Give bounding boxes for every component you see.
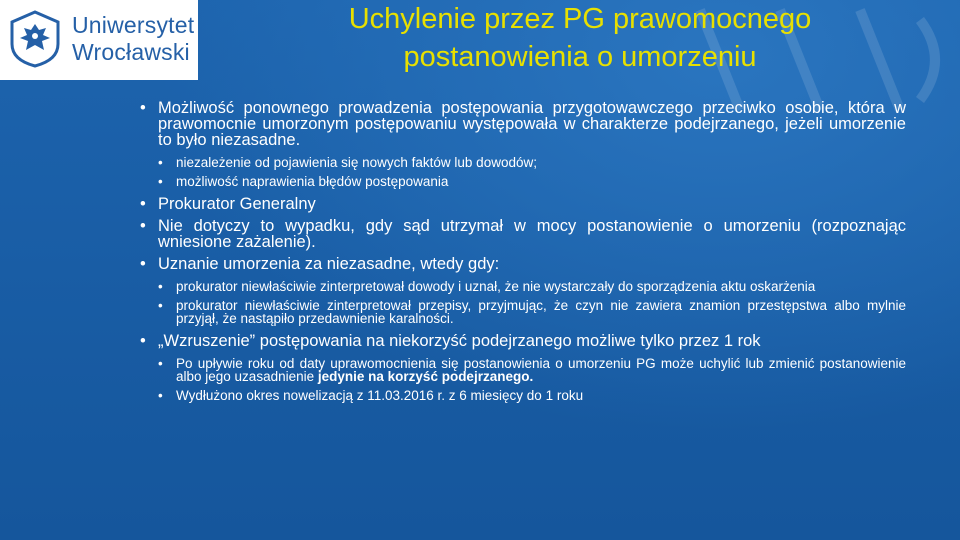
bullet-text: Nie dotyczy to wypadku, gdy sąd utrzymał w mocy postanowienie o umorzeniu (rozpoznając wniesione zażalenie). bbox=[158, 217, 906, 251]
bullet-text: Prokurator Generalny bbox=[158, 195, 316, 213]
title-line2: postanowienia o umorzeniu bbox=[403, 41, 757, 73]
sub-bullet-item: • prokurator niewłaściwie zinterpretował przepisy, przyjmując, że czyn nie zawiera znamion przestępstwa albo mylnie przyjął, że nastąpiło przedawnienie karalności. bbox=[158, 299, 906, 325]
sub-bullet-bold-text: jedynie na korzyść podejrzanego. bbox=[317, 369, 534, 384]
slide-title bbox=[240, 0, 920, 76]
logo-line2: Wrocławski bbox=[72, 39, 190, 65]
university-logo bbox=[0, 0, 198, 80]
bullet-item bbox=[140, 100, 906, 188]
logo-wordmark bbox=[72, 12, 194, 66]
logo-line1: Uniwersytet bbox=[72, 12, 195, 38]
bullet-text: Uznanie umorzenia za niezasadne, wtedy gdy: bbox=[158, 255, 500, 273]
sub-bullet-item bbox=[158, 357, 906, 383]
title-line1: Uchylenie przez PG prawomocnego bbox=[348, 3, 812, 35]
sub-bullet-list bbox=[158, 280, 906, 325]
slide-body bbox=[140, 100, 906, 410]
bullet-list bbox=[140, 100, 906, 402]
bullet-text: Możliwość ponownego prowadzenia postępowania przygotowawczego przeciwko osobie, która w prawomocnie umorzonym postępowaniu występowała w charakterze podejrzanego, jeżeli umorzenie to było niezasadne. bbox=[158, 99, 906, 149]
sub-bullet-list bbox=[158, 357, 906, 402]
sub-bullet-item: • Wydłużono okres nowelizacją z 11.03.2016 r. z 6 miesięcy do 1 roku bbox=[158, 389, 906, 402]
bullet-item bbox=[140, 256, 906, 325]
eagle-emblem-icon bbox=[8, 10, 62, 68]
sub-bullet-text: Po upływie roku od daty uprawomocnienia się postanowienia o umorzeniu PG może uchylić lub zmienić postanowienie albo jego uzasadnienie bbox=[176, 356, 906, 384]
bullet-item bbox=[140, 196, 906, 212]
sub-bullet-item: • niezależenie od pojawienia się nowych faktów lub dowodów; bbox=[158, 156, 906, 169]
bullet-text: „Wzruszenie” postępowania na niekorzyść podejrzanego możliwe tylko przez 1 rok bbox=[158, 332, 761, 350]
sub-bullet-list bbox=[158, 156, 906, 188]
sub-bullet-item: • możliwość naprawienia błędów postępowania bbox=[158, 175, 906, 188]
bullet-item bbox=[140, 218, 906, 250]
sub-bullet-item: • prokurator niewłaściwie zinterpretował dowody i uznał, że nie wystarczały do sporządzenia aktu oskarżenia bbox=[158, 280, 906, 293]
bullet-item bbox=[140, 333, 906, 402]
